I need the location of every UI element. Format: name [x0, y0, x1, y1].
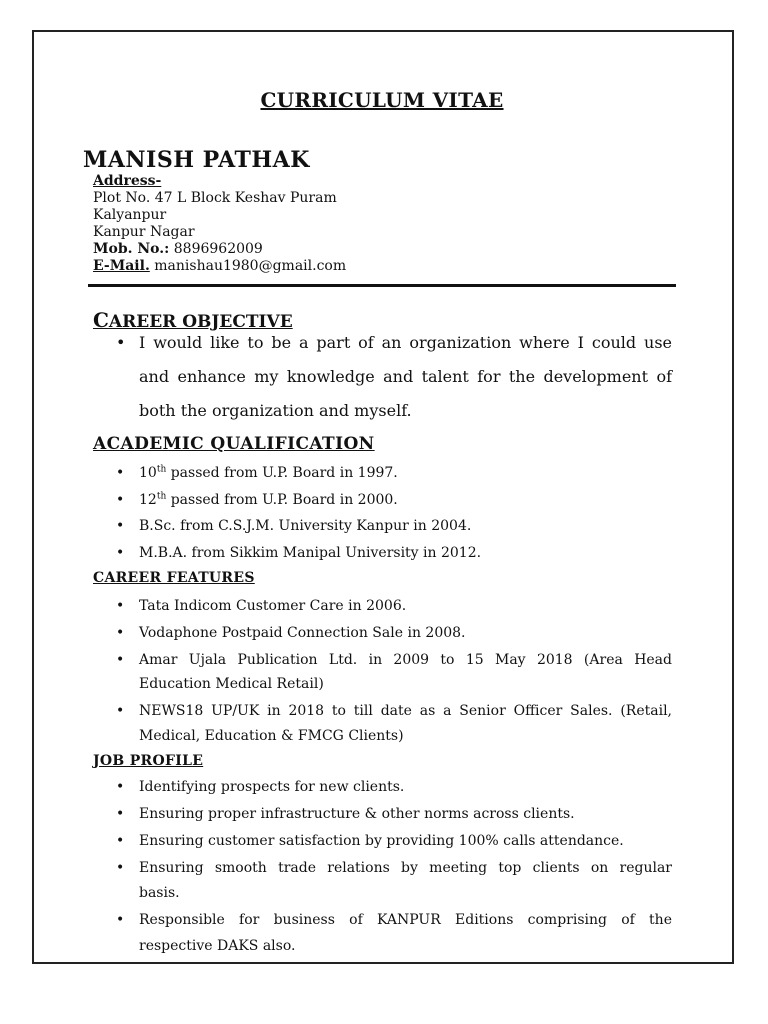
mobile-row [93, 241, 346, 258]
document-title: CURRICULUM VITAE [260, 88, 504, 112]
objective-line: and enhance my knowledge and talent for the development of [139, 367, 672, 386]
job-profile-item: Ensuring smooth trade relations by meeting top clients on regular [139, 860, 672, 876]
mobile-label: Mob. No.: [93, 241, 170, 257]
career-feature-item: NEWS18 UP/UK in 2018 to till date as a Senior Officer Sales. (Retail, [139, 703, 672, 719]
bullet-icon: • [116, 518, 125, 534]
job-profile-heading: JOB PROFILE [93, 753, 204, 769]
job-profile-item: Ensuring proper infrastructure & other norms across clients. [139, 806, 575, 822]
address-line: Kalyanpur [93, 207, 167, 223]
job-profile-item: Responsible for business of KANPUR Editions comprising of the [139, 912, 672, 928]
bullet-icon: • [116, 625, 125, 641]
contact-block [93, 173, 346, 275]
academic-item: M.B.A. from Sikkim Manipal University in 2012. [139, 545, 482, 561]
career-feature-item: Tata Indicom Customer Care in 2006. [139, 598, 407, 614]
email-label: E-Mail. [93, 258, 150, 274]
mobile-number: 8896962009 [169, 241, 263, 257]
career-objective-heading: CAREER OBJECTIVE [93, 308, 293, 332]
academic-item: 10th passed from U.P. Board in 1997. [139, 464, 398, 481]
objective-line: both the organization and myself. [139, 401, 412, 420]
academic-item: 12th passed from U.P. Board in 2000. [139, 491, 398, 508]
bullet-icon: • [116, 912, 125, 928]
address-line: Kanpur Nagar [93, 224, 195, 240]
bullet-icon: • [116, 598, 125, 614]
email-address: manishau1980@gmail.com [149, 258, 347, 274]
bullet-icon: • [116, 806, 125, 822]
bullet-icon: • [116, 779, 125, 795]
career-feature-item-cont: Education Medical Retail) [139, 676, 324, 692]
job-profile-item-cont: respective DAKS also. [139, 938, 296, 954]
career-features-heading: CAREER FEATURES [93, 570, 255, 586]
bullet-icon: • [116, 703, 125, 719]
header-divider [88, 284, 676, 287]
bullet-icon: • [116, 492, 125, 508]
academic-item: B.Sc. from C.S.J.M. University Kanpur in 2004. [139, 518, 472, 534]
career-feature-item: Vodaphone Postpaid Connection Sale in 2008. [139, 625, 466, 641]
job-profile-item: Ensuring customer satisfaction by providing 100% calls attendance. [139, 833, 624, 849]
bullet-icon: • [116, 465, 125, 481]
address-line: Plot No. 47 L Block Keshav Puram [93, 190, 337, 206]
bullet-icon: • [116, 652, 125, 668]
email-row [93, 258, 346, 275]
objective-line: I would like to be a part of an organization where I could use [139, 333, 672, 352]
bullet-icon: • [116, 833, 125, 849]
bullet-icon: • [116, 545, 125, 561]
bullet-icon: • [116, 333, 126, 352]
career-feature-item-cont: Medical, Education & FMCG Clients) [139, 728, 404, 744]
address-label: Address- [93, 173, 162, 189]
academic-heading: ACADEMIC QUALIFICATION [93, 434, 375, 454]
career-feature-item: Amar Ujala Publication Ltd. in 2009 to 15 May 2018 (Area Head [139, 652, 672, 668]
job-profile-item: Identifying prospects for new clients. [139, 779, 405, 795]
bullet-icon: • [116, 860, 125, 876]
candidate-name: MANISH PATHAK [83, 147, 310, 173]
job-profile-item-cont: basis. [139, 885, 180, 901]
